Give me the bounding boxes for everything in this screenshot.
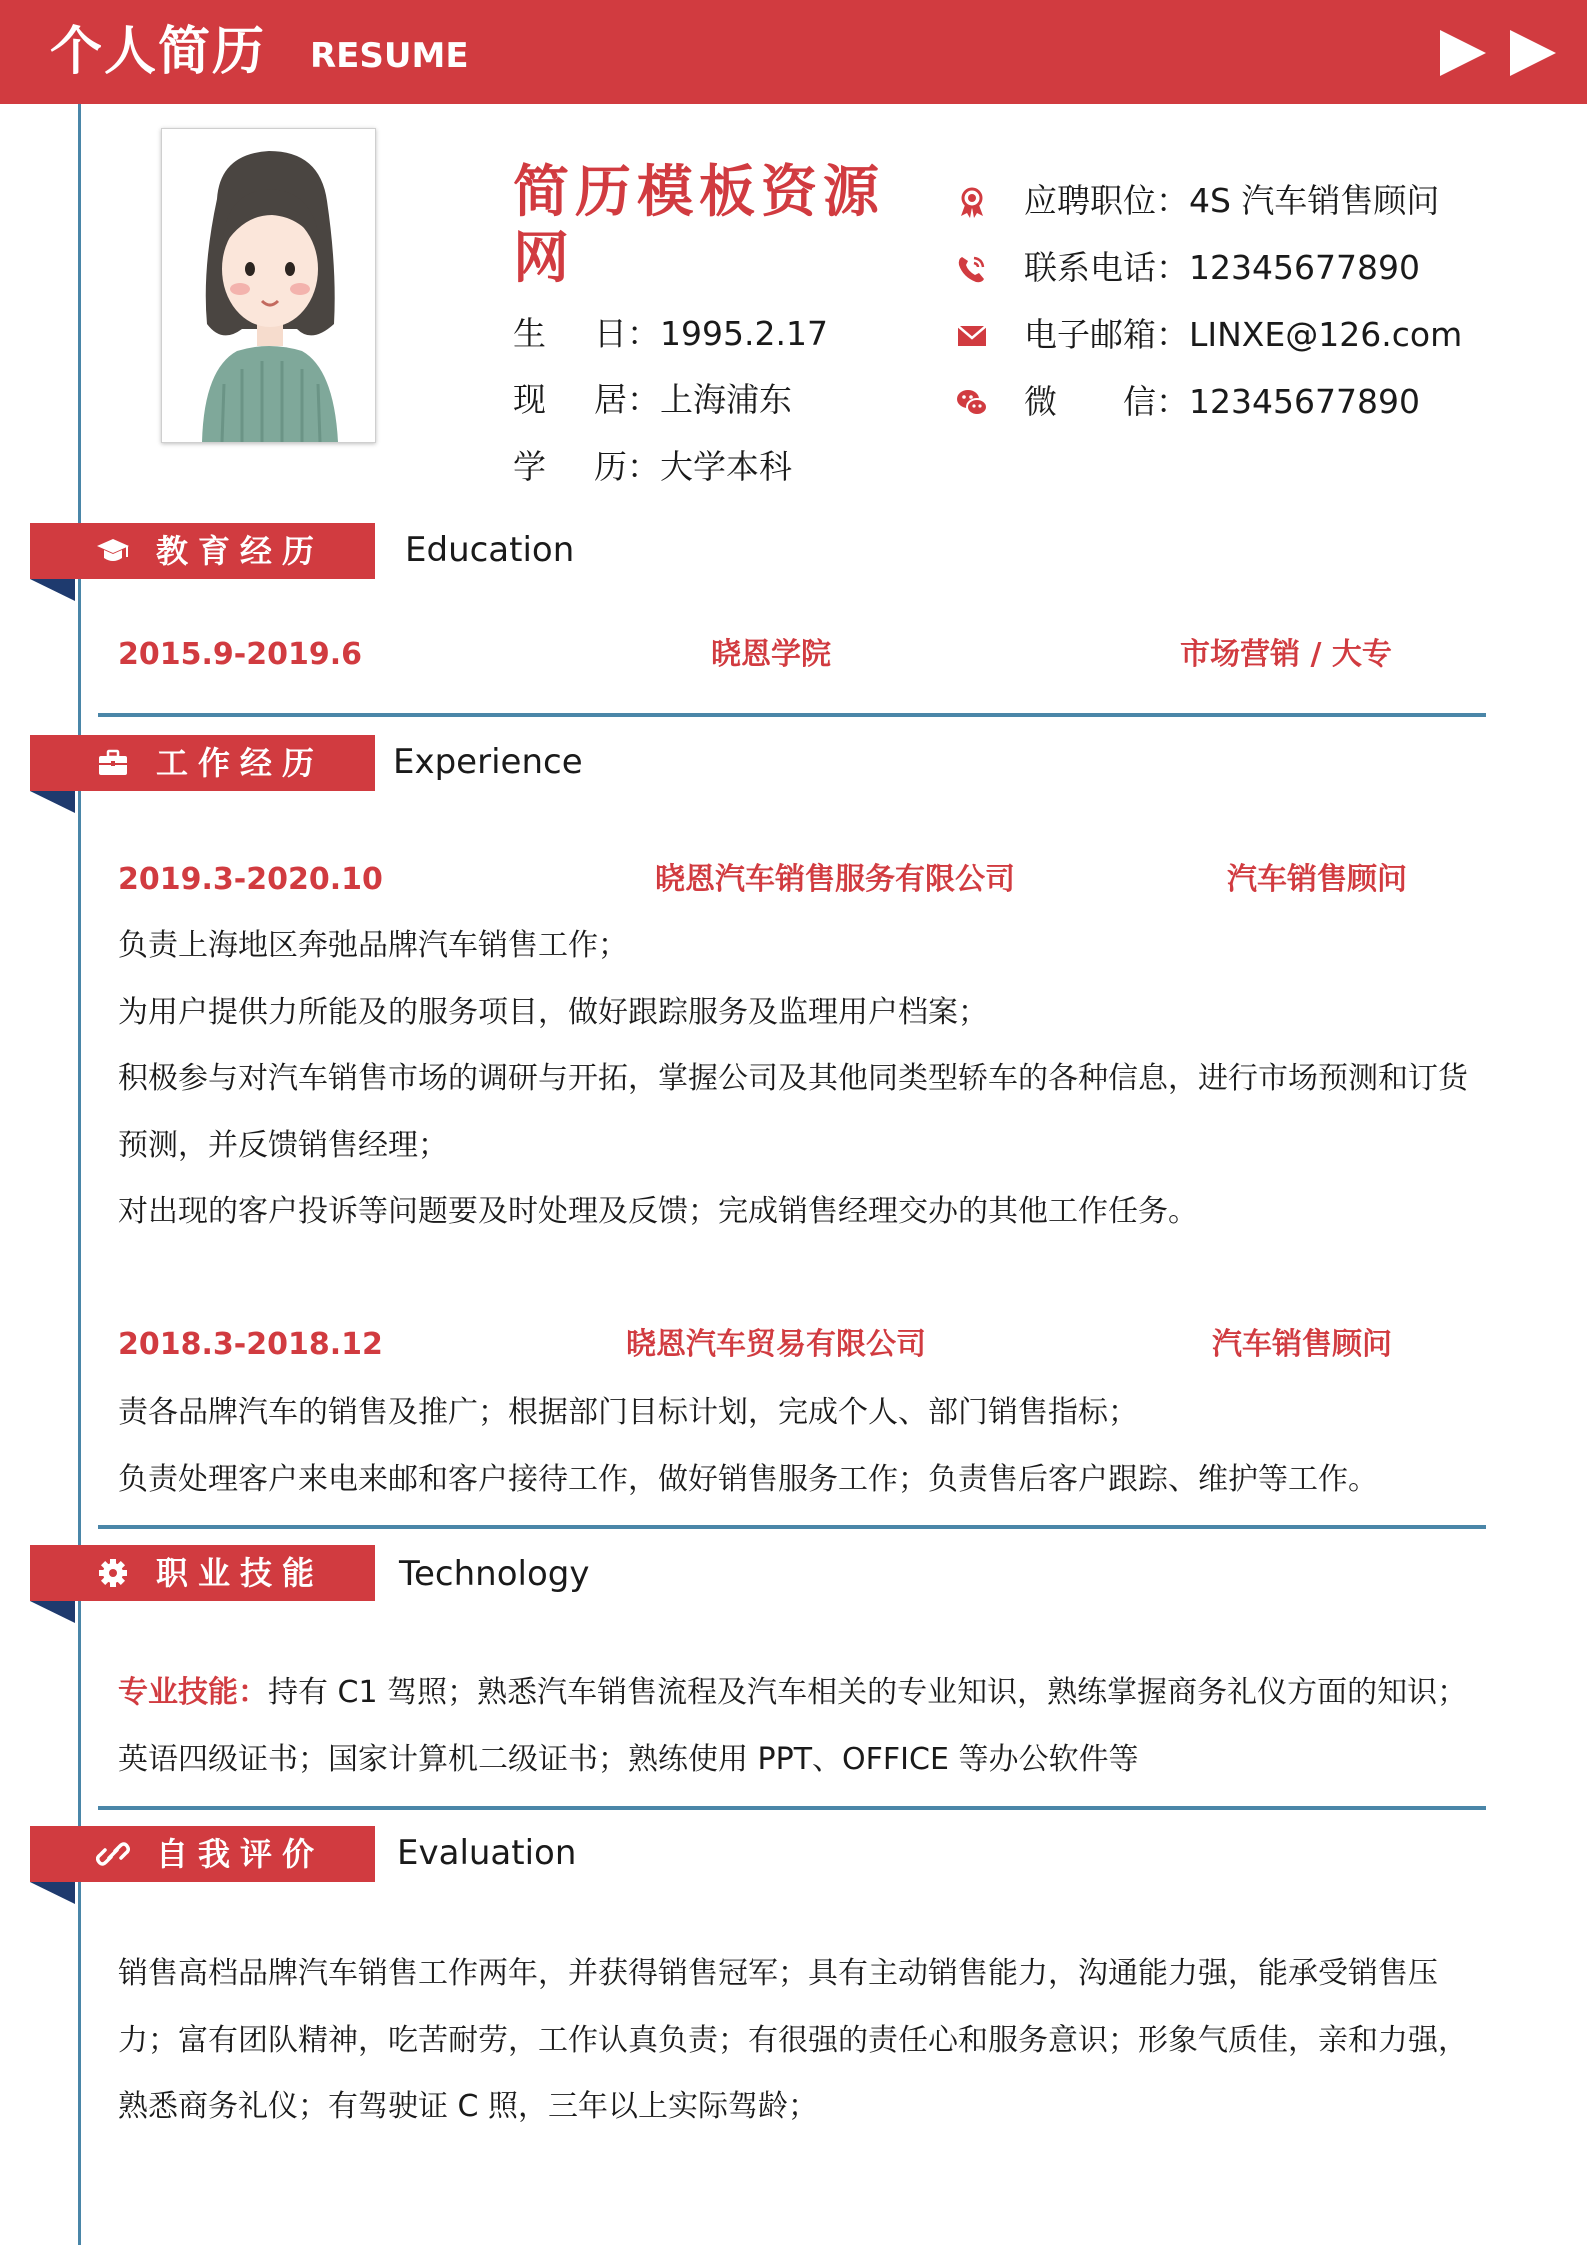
evaluation-tab-fold xyxy=(30,1882,75,1904)
award-icon xyxy=(955,185,989,219)
job-2-period: 2018.3-2018.12 xyxy=(118,1327,383,1362)
education-section-subtitle: Education xyxy=(405,530,575,570)
mail-icon xyxy=(955,319,989,353)
section-divider xyxy=(98,1806,1486,1810)
birthday-key-1: 生 xyxy=(513,314,546,353)
job-1-company: 晓恩汽车销售服务有限公司 xyxy=(655,862,1015,897)
skills-tab-fold xyxy=(30,1601,75,1623)
residence-value: 上海浦东 xyxy=(660,380,792,419)
email-label: 电子邮箱： xyxy=(1024,315,1189,354)
avatar-illustration xyxy=(162,129,375,442)
position-value: 4S 汽车销售顾问 xyxy=(1189,181,1440,220)
education-section-tab xyxy=(30,523,375,579)
section-divider xyxy=(98,713,1486,717)
evaluation-section-subtitle: Evaluation xyxy=(397,1833,577,1873)
candidate-name: 简历模板资源网 xyxy=(513,160,885,291)
job-2-duties xyxy=(118,1380,1478,1513)
skills-section-title: 职业技能 xyxy=(156,1554,325,1592)
skills-label: 专业技能： xyxy=(118,1675,268,1710)
residence-key-1: 现 xyxy=(513,380,546,419)
birthday-value: 1995.2.17 xyxy=(660,314,828,353)
education-tab-fold xyxy=(30,579,75,601)
experience-section-tab xyxy=(30,735,375,791)
education-level-key-1: 学 xyxy=(513,447,546,486)
experience-section-title: 工作经历 xyxy=(156,744,325,782)
evaluation-section-tab xyxy=(30,1826,375,1882)
job-2-duty: 责各品牌汽车的销售及推广；根据部门目标计划，完成个人、部门销售指标； xyxy=(118,1395,1138,1430)
education-level-key-2: 历 xyxy=(594,447,627,486)
education-level-row: 学 历：大学本科 xyxy=(513,447,792,486)
graduation-cap-icon xyxy=(96,535,130,567)
phone-label: 联系电话： xyxy=(1024,248,1189,287)
section-divider xyxy=(98,1525,1486,1529)
evaluation-content: 销售高档品牌汽车销售工作两年，并获得销售冠军；具有主动销售能力，沟通能力强，能承受销售压力；富有团队精神，吃苦耐劳，工作认真负责；有很强的责任心和服务意识；形象气质佳，亲和力强，熟悉商务礼仪；有驾驶证 C 照，三年以上实际驾龄； xyxy=(118,1956,1468,2124)
phone-icon xyxy=(955,252,989,286)
briefcase-icon xyxy=(96,747,130,779)
skills-text xyxy=(118,1660,1478,1793)
skills-section-tab xyxy=(30,1545,375,1601)
double-arrow-icon xyxy=(1440,30,1560,76)
header-title: 个人简历 xyxy=(50,22,267,82)
gear-icon xyxy=(96,1557,130,1589)
education-level-value: 大学本科 xyxy=(660,447,792,486)
position-label: 应聘职位： xyxy=(1024,181,1189,220)
timeline-line xyxy=(78,104,81,2245)
residence-key-2: 居 xyxy=(594,380,627,419)
residence-row: 现 居：上海浦东 xyxy=(513,380,792,419)
education-section-title: 教育经历 xyxy=(156,532,325,570)
job-1-duties xyxy=(118,913,1478,1246)
job-1-duty: 负责上海地区奔弛品牌汽车销售工作； xyxy=(118,928,628,963)
job-2-company: 晓恩汽车贸易有限公司 xyxy=(626,1327,926,1362)
job-1-duty: 积极参与对汽车销售市场的调研与开拓，掌握公司及其他同类型轿车的各种信息，进行市场预测和订货预测，并反馈销售经理； xyxy=(118,1061,1468,1163)
education-school: 晓恩学院 xyxy=(711,637,831,672)
wechat-label: 微 信： xyxy=(1024,382,1189,421)
wechat-value: 12345677890 xyxy=(1189,382,1420,421)
birthday-key-2: 日 xyxy=(594,314,627,353)
phone-value: 12345677890 xyxy=(1189,248,1420,287)
skills-section-subtitle: Technology xyxy=(399,1554,590,1594)
job-1-period: 2019.3-2020.10 xyxy=(118,862,383,897)
header-bar xyxy=(0,0,1587,104)
education-period: 2015.9-2019.6 xyxy=(118,637,362,672)
job-2-role: 汽车销售顾问 xyxy=(1212,1327,1392,1362)
job-1-role: 汽车销售顾问 xyxy=(1227,862,1407,897)
job-2-duty: 负责处理客户来电来邮和客户接待工作，做好销售服务工作；负责售后客户跟踪、维护等工作。 xyxy=(118,1461,1378,1497)
experience-section-subtitle: Experience xyxy=(393,742,583,782)
evaluation-text xyxy=(118,1941,1478,2141)
avatar xyxy=(161,128,376,443)
experience-tab-fold xyxy=(30,791,75,813)
skills-content: 持有 C1 驾照；熟悉汽车销售流程及汽车相关的专业知识，熟练掌握商务礼仪方面的知识；英语四级证书；国家计算机二级证书；熟练使用 PPT、OFFICE 等办公软件等 xyxy=(118,1675,1468,1777)
email-value: LINXE@126.com xyxy=(1189,315,1463,354)
job-1-duty: 对出现的客户投诉等问题要及时处理及反馈；完成销售经理交办的其他工作任务。 xyxy=(118,1194,1198,1229)
wechat-icon xyxy=(955,386,989,420)
link-icon xyxy=(96,1838,130,1870)
header-subtitle: RESUME xyxy=(310,36,469,76)
birthday-row: 生 日：1995.2.17 xyxy=(513,314,828,353)
evaluation-section-title: 自我评价 xyxy=(156,1835,325,1873)
education-major: 市场营销 / 大专 xyxy=(1180,637,1392,672)
job-1-duty: 为用户提供力所能及的服务项目，做好跟踪服务及监理用户档案； xyxy=(118,994,988,1030)
